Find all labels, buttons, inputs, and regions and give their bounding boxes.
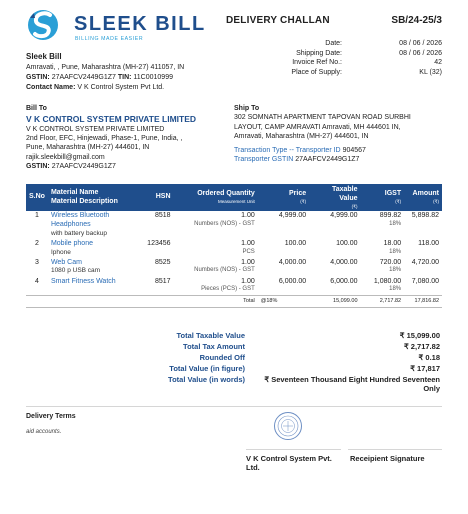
header-igst: IGST (₹): [361, 184, 405, 211]
item-description: 1080 p USB cam: [50, 267, 101, 275]
bill-to-block: [26, 105, 231, 172]
header-material: Material Name Material Description: [48, 184, 144, 211]
terms-heading: Delivery Terms: [26, 413, 76, 420]
meta-row: Shipping Date: 08 / 06 / 2026: [296, 49, 442, 57]
signature-line: [246, 449, 341, 450]
item-name: Web Cam: [50, 258, 82, 266]
seller-tax-ids: GSTIN: 27AAFCV2449G1Z7 TIN: 11C0010999: [26, 73, 173, 81]
ship-to-heading: Ship To: [234, 105, 260, 112]
summary-row: Total Value (in words) ₹ Seventeen Thousand Eight Hundred Seventeen Only: [168, 374, 440, 393]
seller-name: Sleek Bill: [26, 52, 62, 61]
item-name: Mobile phone: [50, 239, 93, 247]
summary-row: Total Value (in figure) ₹ 17,817: [169, 363, 440, 373]
meta-row: Place of Supply: KL (32): [291, 68, 442, 76]
bill-to-name: V K CONTROL SYSTEM PRIVATE LIMITED: [26, 114, 197, 125]
totals-summary: [140, 331, 440, 395]
summary-row: Total Taxable Value ₹ 15,099.00: [176, 331, 440, 340]
seller-block: [26, 52, 236, 93]
bill-to-line: Pune, Maharashtra (MH-27) 444601, IN: [26, 144, 150, 152]
recipient-signature: Receipient Signature: [350, 454, 425, 463]
document-title: DELIVERY CHALLAN: [226, 15, 330, 26]
item-name: Smart Fitness Watch: [50, 277, 116, 285]
bill-to-email: rajik.sleekbill@gmail.com: [26, 153, 105, 161]
transporter-gstin: Transporter GSTIN 27AAFCV2449G1Z7: [234, 155, 360, 163]
items-table: [26, 184, 442, 308]
item-description: with battery backup: [50, 229, 107, 237]
meta-row: Date: 08 / 06 / 2026: [325, 40, 442, 47]
brand-tagline: BILLING MADE EASIER: [75, 36, 144, 42]
table-total-row: Total @18% 15,099.00 2,717.82 17,816.82: [26, 295, 442, 307]
table-row: 4 Smart Fitness Watch 8517 1.00 Pieces (PCS) - GST 6,000.00 6,000.00 1,080.00 18% 7,080.00: [35, 277, 439, 293]
header-quantity: Ordered Quantity Measurement Unit: [174, 184, 258, 211]
sleek-bill-logo: [26, 6, 206, 44]
signature-line: [348, 449, 442, 450]
summary-row: Rounded Off ₹ 0.18: [199, 352, 440, 362]
header-price: Price (₹): [258, 184, 309, 211]
summary-row: Total Tax Amount ₹ 2,717.82: [183, 341, 440, 351]
brand-name: SLEEK BILL: [74, 13, 206, 35]
header-sno: S.No: [26, 184, 48, 211]
bill-to-heading: Bill To: [26, 105, 47, 112]
delivery-terms: [26, 413, 76, 436]
authorized-signatory: V K Control System Pvt. Ltd.: [246, 454, 332, 473]
table-header-row: [26, 184, 442, 211]
header-taxable: Taxable Value (₹): [309, 184, 360, 211]
seller-address: Amravati, , Pune, Maharashtra (MH-27) 411057, IN: [26, 64, 185, 71]
item-description: Iphone: [50, 248, 71, 256]
ship-to-block: [234, 105, 444, 165]
document-number: SB/24-25/3: [391, 15, 442, 26]
transporter-id: Transaction Type -- Transporter ID 904567: [234, 146, 366, 154]
bill-to-gstin: GSTIN: 27AAFCV2449G1Z7: [26, 162, 116, 170]
seller-contact: Contact Name: V K Control System Pvt Ltd.: [26, 83, 165, 91]
table-row: 2 Mobile phone Iphone 123456 1.00 PCS 100.00 100.00 18.00 18% 118.00: [35, 239, 439, 256]
bill-to-line: V K CONTROL SYSTEM PRIVATE LIMITED: [26, 125, 165, 133]
document-meta: [232, 40, 442, 78]
bill-to-line: 2nd Floor, EFC, Hinjewadi, Phase-1, Pune, India, ,: [26, 135, 183, 143]
section-divider: [26, 406, 442, 407]
terms-text: aid accounts.: [26, 428, 62, 435]
item-name: Wireless Bluetooth Headphones: [50, 212, 110, 228]
header-hsn: HSN: [144, 184, 173, 211]
table-row: 1 Wireless Bluetooth Headphones with battery backup 8518 1.00 Numbers (NOS) - GST 4,999.00 4,999.00 899.82 18% 5,898.82: [35, 212, 439, 237]
ship-to-line: 302 SOMNATH APARTMENT TAPOVAN ROAD SURBHI: [234, 114, 411, 122]
meta-row: Invoice Ref No.: 42: [292, 59, 442, 66]
ship-to-line: LAYOUT, CAMP AMRAVATI Amravati, MH 444601 IN,: [234, 123, 401, 131]
table-row: 3 Web Cam 1080 p USB cam 8525 1.00 Numbers (NOS) - GST 4,000.00 4,000.00 720.00 18% 4,720.00: [35, 258, 439, 275]
header-amount: Amount (₹): [404, 184, 442, 211]
company-seal-stamp: [273, 411, 303, 441]
ship-to-line: Amravati, Maharashtra (MH-27) 444601, IN: [234, 132, 369, 140]
